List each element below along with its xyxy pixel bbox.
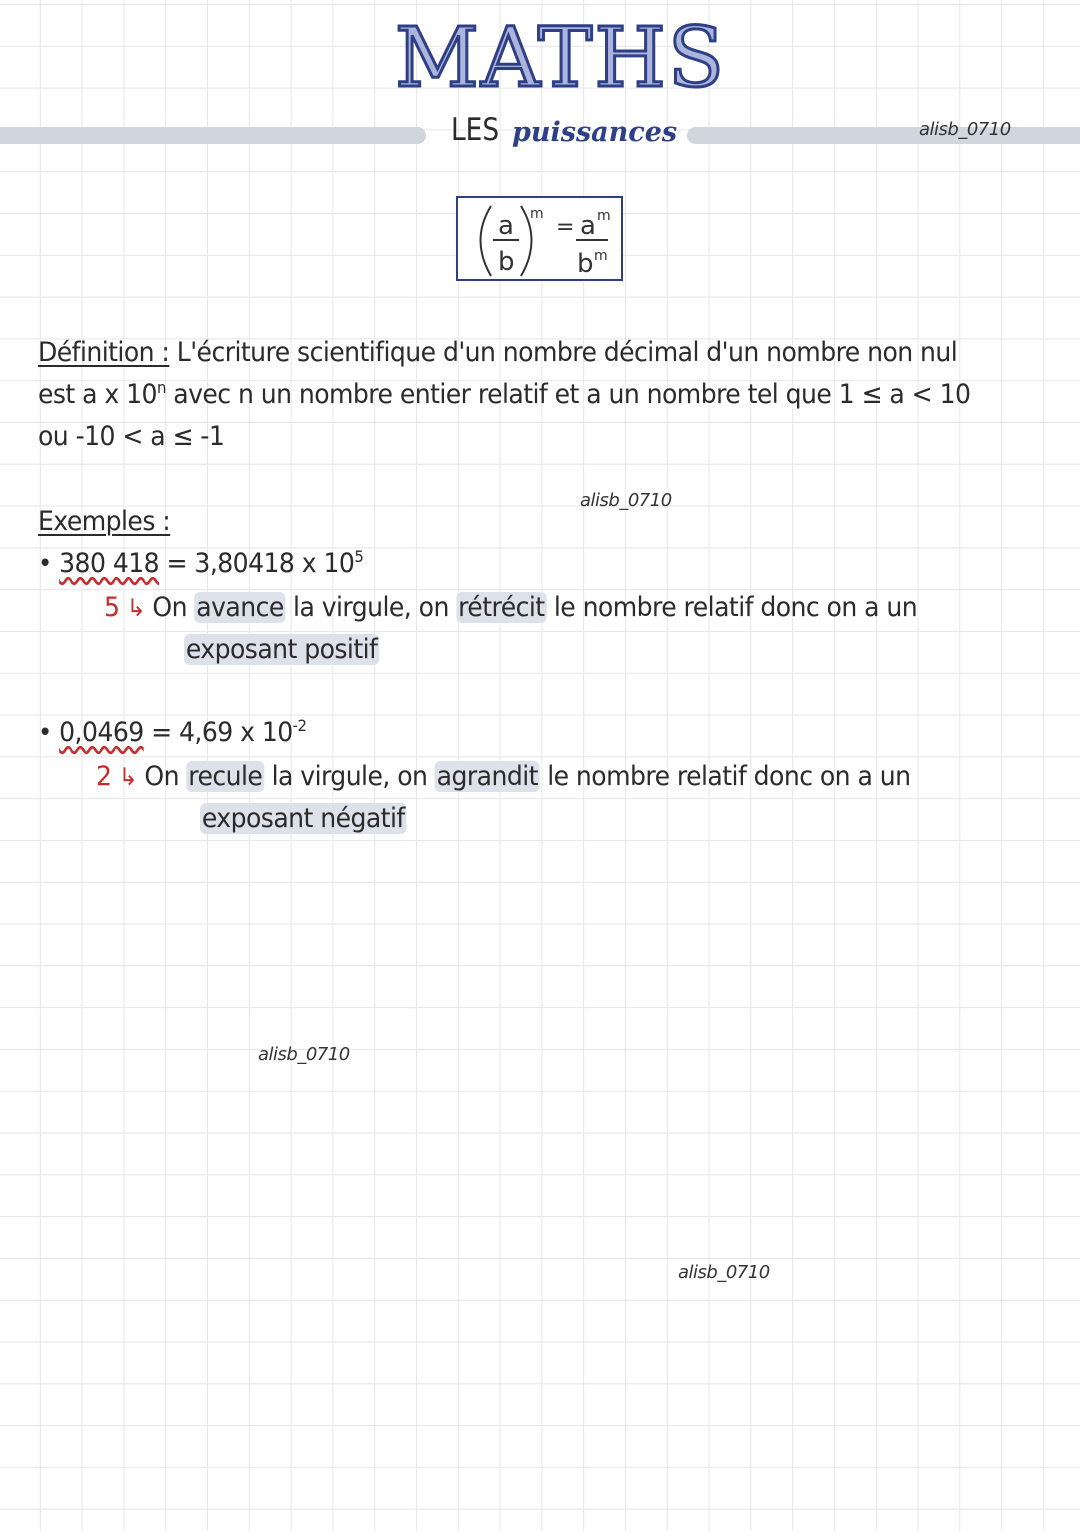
examples-label: Exemples : [38, 506, 171, 537]
left-paren [481, 206, 492, 276]
example-2-explanation [96, 761, 910, 792]
example-2-highlight-agrandit: agrandit [436, 761, 538, 792]
example-2-text-c: la virgule, on [271, 761, 428, 792]
lhs-exponent: m [530, 206, 544, 222]
header-bar-left [0, 127, 426, 144]
definition-text-2-pre: est a x 10 [38, 379, 157, 410]
watermark: alisb_0710 [258, 1044, 350, 1065]
page-title: MATHS [395, 11, 727, 106]
example-1-text-c: la virgule, on [293, 592, 449, 623]
example-1-highlight-avance: avance [196, 592, 284, 623]
example-2-shift: 2 [96, 761, 112, 792]
subtitle-main: puissances [512, 117, 678, 148]
example-1-explanation-line-2 [184, 634, 379, 665]
rhs-denominator-base: b [577, 249, 594, 279]
definition-label: Définition : [38, 337, 170, 368]
definition-line-3 [38, 421, 224, 452]
bullet-icon: • [38, 549, 52, 579]
example-1-highlight-exposant: exposant positif [185, 634, 378, 665]
formula-svg [458, 198, 625, 283]
rhs-numerator-exp: m [597, 208, 611, 224]
example-2-equals: = [151, 717, 172, 748]
definition-exponent: n [156, 378, 166, 397]
arrow-icon: ↳ [118, 763, 138, 791]
example-1-text-e: le nombre relatif donc on a un [553, 592, 918, 623]
definition-text-3: ou -10 < a ≤ -1 [38, 421, 225, 452]
example-1-explanation [104, 592, 917, 623]
example-2-highlight-recule: recule [188, 761, 263, 792]
formula-box [456, 196, 623, 281]
bullet-icon: • [38, 718, 52, 748]
rhs-denominator-exp: m [594, 248, 608, 264]
example-2-number: 0,0469 [59, 717, 144, 748]
example-1-exponent: 5 [354, 547, 364, 566]
definition-text-1: L'écriture scientifique d'un nombre décimal d'un nombre non nul [176, 337, 958, 368]
example-2-text-a: On [144, 761, 180, 792]
arrow-icon: ↳ [126, 594, 146, 622]
example-1-result: 3,80418 x 10 [194, 548, 355, 579]
example-2-result: 4,69 x 10 [178, 717, 293, 748]
example-2-explanation-line-2 [200, 803, 407, 834]
equals-sign: = [556, 215, 575, 240]
watermark: alisb_0710 [580, 490, 672, 511]
lhs-numerator: a [498, 211, 514, 241]
definition-line-1 [38, 337, 957, 368]
definition-line-2 [38, 379, 970, 410]
example-1-equals: = [166, 548, 187, 579]
example-2-equation [38, 717, 306, 748]
example-2-highlight-exposant: exposant négatif [201, 803, 405, 834]
subtitle-prefix: LES [451, 112, 500, 148]
watermark: alisb_0710 [919, 119, 1011, 140]
header-bar-right [687, 127, 1080, 144]
example-1-shift: 5 [104, 592, 120, 623]
lhs-denominator: b [498, 247, 515, 277]
example-1-highlight-retrecit: rétrécit [458, 592, 545, 623]
example-1-equation [38, 548, 363, 579]
watermark: alisb_0710 [678, 1262, 770, 1283]
example-2-exponent: -2 [292, 716, 307, 735]
definition-text-2-post: avec n un nombre entier relatif et a un nombre tel que 1 ≤ a < 10 [165, 379, 971, 410]
examples-label-row [38, 506, 170, 537]
rhs-numerator-base: a [580, 211, 596, 241]
example-1-text-a: On [152, 592, 188, 623]
example-1-number: 380 418 [59, 548, 160, 579]
example-2-text-e: le nombre relatif donc on a un [547, 761, 911, 792]
